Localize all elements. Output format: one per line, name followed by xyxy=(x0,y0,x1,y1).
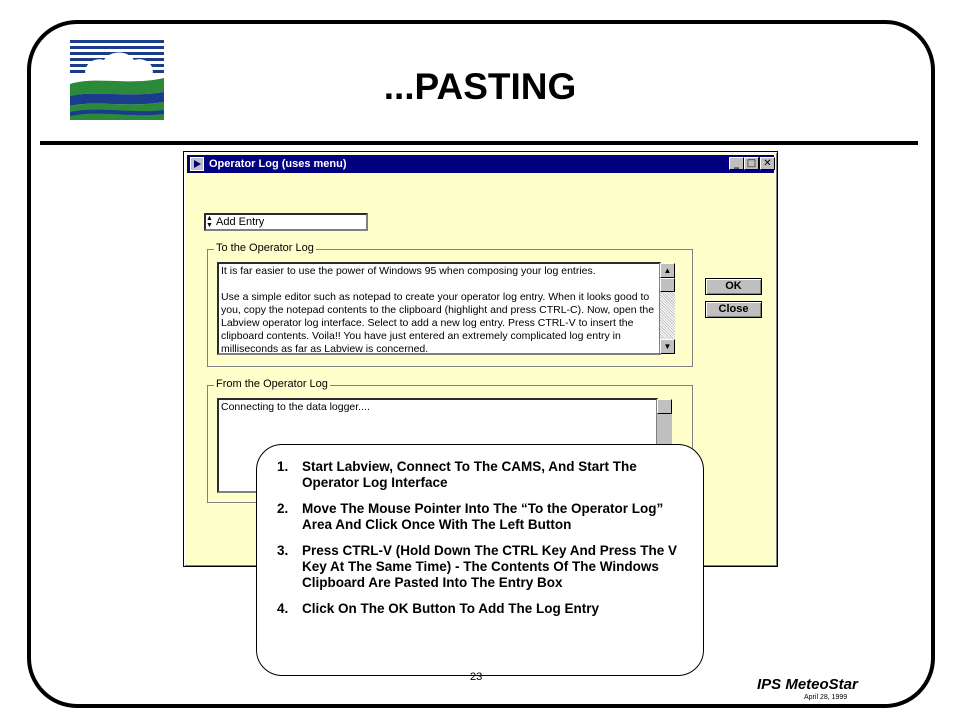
arrow-down-icon[interactable]: ▼ xyxy=(660,339,675,354)
to-log-textarea[interactable] xyxy=(217,262,661,355)
to-log-line: Labview operator log interface. Select to add a new log entry. Press CTRL-V to insert the xyxy=(221,317,634,329)
step-number: 1. xyxy=(277,459,289,474)
window-titlebar[interactable] xyxy=(187,155,774,173)
labview-run-icon[interactable] xyxy=(190,157,204,171)
step-text: Click On The OK Button To Add The Log Entry xyxy=(302,601,599,616)
slide-title: ...PASTING xyxy=(383,66,577,107)
maximize-button[interactable]: □ xyxy=(744,157,759,170)
to-log-line: clipboard contents. Voila!! You have just entered an extremely complicated log entry in xyxy=(221,330,621,342)
step-number: 3. xyxy=(277,543,289,558)
step-text: Move The Mouse Pointer Into The “To the Operator Log” Area And Click Once With The Left Button xyxy=(302,501,664,532)
to-log-line: Use a simple editor such as notepad to create your operator log entry. When it looks good to xyxy=(221,291,650,303)
from-log-legend: From the Operator Log xyxy=(216,378,328,390)
to-log-line xyxy=(221,278,657,291)
window-title: Operator Log (uses menu) xyxy=(209,158,347,170)
to-log-line: milliseconds as far as Labview is concerned. xyxy=(221,343,429,355)
close-window-button[interactable]: ✕ xyxy=(760,157,775,170)
to-log-scrollbar[interactable] xyxy=(660,263,675,354)
arrow-up-icon[interactable] xyxy=(657,399,672,414)
minimize-button[interactable]: _ xyxy=(729,157,744,170)
steps-list xyxy=(277,459,687,617)
steps-callout xyxy=(256,444,704,676)
to-log-line: It is far easier to use the power of Windows 95 when composing your log entries. xyxy=(221,265,596,277)
step-item xyxy=(277,459,687,491)
to-log-line: you, copy the notepad contents to the clipboard (highlight and press CTRL-C). Now, open the xyxy=(221,304,655,316)
ring-arrows-icon[interactable]: ▲ ▼ xyxy=(206,215,213,229)
step-number: 4. xyxy=(277,601,289,616)
step-item xyxy=(277,501,687,533)
page-number: 23 xyxy=(470,671,483,683)
scroll-thumb[interactable] xyxy=(660,278,675,292)
step-text: Press CTRL-V (Hold Down The CTRL Key And Press The V Key At The Same Time) - The Contents Of The Windows Clipboard Are Pasted Into The Entry Box xyxy=(302,543,678,590)
entry-mode-ring[interactable] xyxy=(204,213,368,231)
to-log-legend: To the Operator Log xyxy=(216,242,314,254)
step-item xyxy=(277,543,687,591)
step-number: 2. xyxy=(277,501,289,516)
title-divider xyxy=(40,141,918,145)
step-text: Start Labview, Connect To The CAMS, And Start The Operator Log Interface xyxy=(302,459,637,490)
ok-button[interactable]: OK xyxy=(705,278,762,295)
step-item xyxy=(277,601,687,617)
scroll-track[interactable] xyxy=(660,292,675,339)
brand-name: IPS MeteoStar xyxy=(757,676,858,693)
close-button[interactable]: Close xyxy=(705,301,762,318)
ring-value: Add Entry xyxy=(216,216,265,228)
from-log-line: Connecting to the data logger.... xyxy=(221,401,370,413)
arrow-up-icon[interactable]: ▲ xyxy=(660,263,675,278)
slide-date: April 28, 1999 xyxy=(804,694,848,701)
